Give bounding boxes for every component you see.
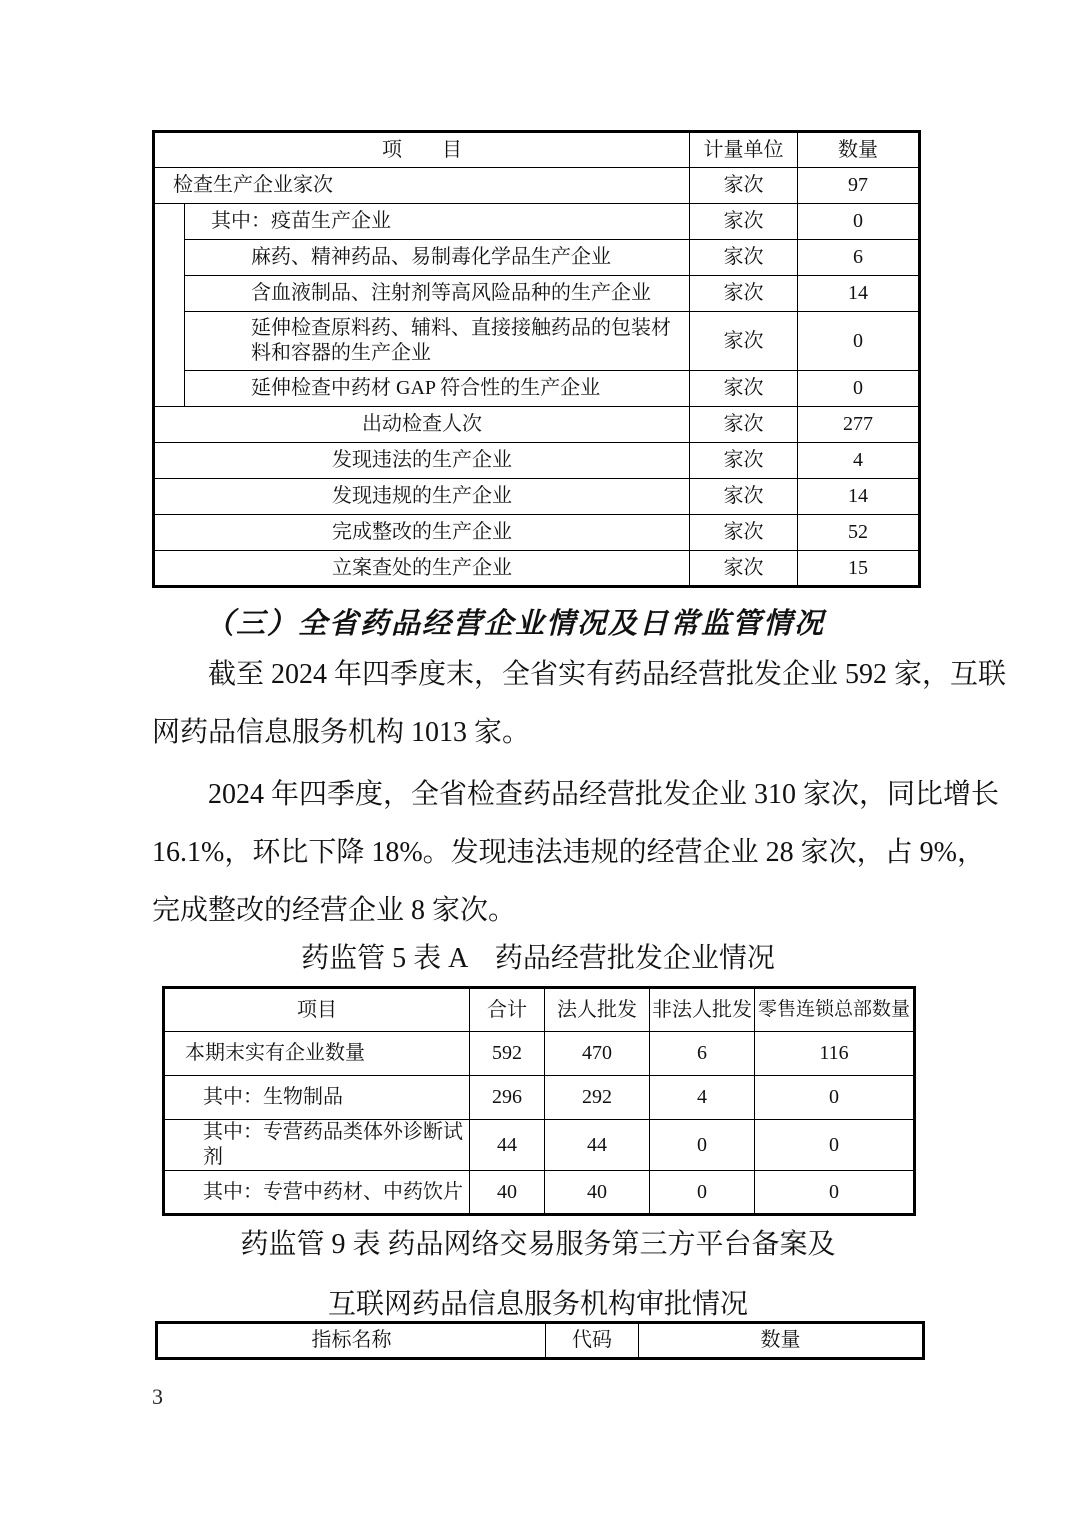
row-qty: 277 <box>798 407 920 443</box>
col-header-indicator: 指标名称 <box>157 1323 546 1359</box>
row-qty: 15 <box>798 551 920 587</box>
cell-retail: 0 <box>755 1120 915 1171</box>
row-label: 含血液制品、注射剂等高风险品种的生产企业 <box>185 276 690 312</box>
row-qty: 0 <box>798 371 920 407</box>
row-qty: 52 <box>798 515 920 551</box>
row-unit: 家次 <box>690 204 798 240</box>
table-row <box>154 551 920 587</box>
row-qty: 14 <box>798 479 920 515</box>
cell-nonlegal: 0 <box>650 1171 755 1215</box>
cell-retail: 0 <box>755 1171 915 1215</box>
table-row <box>164 1171 915 1215</box>
cell-total: 296 <box>470 1076 545 1120</box>
page-number: 3 <box>152 1384 163 1409</box>
wholesale-table <box>162 986 916 1216</box>
col-header-non-legal-wholesale: 非法人批发 <box>650 988 755 1032</box>
cell-retail: 0 <box>755 1076 915 1120</box>
table-row <box>154 312 920 371</box>
col-header-item: 项 目 <box>154 132 690 168</box>
row-label: 麻药、精神药品、易制毒化学品生产企业 <box>185 240 690 276</box>
table-header-row <box>154 132 920 168</box>
row-unit: 家次 <box>690 371 798 407</box>
table-b-caption-line2: 互联网药品信息服务机构审批情况 <box>327 1289 748 1320</box>
row-unit: 家次 <box>690 240 798 276</box>
col-header-code: 代码 <box>546 1323 639 1359</box>
table-row <box>164 1032 915 1076</box>
table-row <box>154 407 920 443</box>
col-header-quantity: 数量 <box>639 1323 924 1359</box>
table-row <box>154 168 920 204</box>
row-label: 发现违规的生产企业 <box>154 479 690 515</box>
table-row <box>154 515 920 551</box>
cell-retail: 116 <box>755 1032 915 1076</box>
table-row <box>164 1120 915 1171</box>
table-row <box>164 1076 915 1120</box>
table-row <box>154 240 920 276</box>
col-header-total: 合计 <box>470 988 545 1032</box>
row-qty: 14 <box>798 276 920 312</box>
row-unit: 家次 <box>690 407 798 443</box>
col-header-quantity: 数量 <box>798 132 920 168</box>
table-row <box>154 479 920 515</box>
paragraph-line: 16.1%，环比下降 18%。发现违法违规的经营企业 28 家次，占 9%， <box>152 837 985 868</box>
cell-legal: 44 <box>545 1120 650 1171</box>
row-qty: 0 <box>798 312 920 371</box>
row-label: 检查生产企业家次 <box>154 168 690 204</box>
paragraph-line: 网药品信息服务机构 1013 家。 <box>152 717 531 748</box>
row-label: 其中：专营中药材、中药饮片 <box>164 1171 470 1215</box>
cell-nonlegal: 0 <box>650 1120 755 1171</box>
row-label: 其中：生物制品 <box>164 1076 470 1120</box>
paragraph-line: 2024 年四季度，全省检查药品经营批发企业 310 家次，同比增长 <box>208 779 1000 810</box>
table-b-caption-line1: 药监管 9 表 药品网络交易服务第三方平台备案及 <box>240 1229 836 1260</box>
col-header-retail-chain-hq: 零售连锁总部数量 <box>755 988 915 1032</box>
row-unit: 家次 <box>690 515 798 551</box>
col-header-item: 项目 <box>164 988 470 1032</box>
cell-nonlegal: 6 <box>650 1032 755 1076</box>
row-unit: 家次 <box>690 276 798 312</box>
col-header-legal-wholesale: 法人批发 <box>545 988 650 1032</box>
paragraph-line: 截至 2024 年四季度末，全省实有药品经营批发企业 592 家，互联 <box>208 659 1007 690</box>
row-label: 本期末实有企业数量 <box>164 1032 470 1076</box>
row-label: 完成整改的生产企业 <box>154 515 690 551</box>
row-label: 发现违法的生产企业 <box>154 443 690 479</box>
row-qty: 4 <box>798 443 920 479</box>
table-row <box>154 276 920 312</box>
row-label: 出动检查人次 <box>154 407 690 443</box>
row-unit: 家次 <box>690 168 798 204</box>
section-heading: （三）全省药品经营企业情况及日常监管情况 <box>205 608 826 640</box>
cell-nonlegal: 4 <box>650 1076 755 1120</box>
indent-spacer-cell <box>154 204 185 407</box>
row-label: 延伸检查原料药、辅料、直接接触药品的包装材料和容器的生产企业 <box>185 312 690 371</box>
row-unit: 家次 <box>690 312 798 371</box>
row-qty: 6 <box>798 240 920 276</box>
table-a-caption: 药监管 5 表 A 药品经营批发企业情况 <box>301 943 775 974</box>
row-label: 其中：疫苗生产企业 <box>185 204 690 240</box>
platform-table <box>155 1321 925 1360</box>
cell-legal: 470 <box>545 1032 650 1076</box>
row-label: 立案查处的生产企业 <box>154 551 690 587</box>
row-unit: 家次 <box>690 443 798 479</box>
inspection-table <box>152 130 921 588</box>
cell-total: 592 <box>470 1032 545 1076</box>
cell-total: 44 <box>470 1120 545 1171</box>
table-header-row <box>164 988 915 1032</box>
cell-legal: 40 <box>545 1171 650 1215</box>
row-label: 其中：专营药品类体外诊断试剂 <box>164 1120 470 1171</box>
cell-total: 40 <box>470 1171 545 1215</box>
row-qty: 97 <box>798 168 920 204</box>
table-row <box>154 371 920 407</box>
row-unit: 家次 <box>690 479 798 515</box>
row-unit: 家次 <box>690 551 798 587</box>
paragraph-line: 完成整改的经营企业 8 家次。 <box>152 895 517 926</box>
table-header-row <box>157 1323 924 1359</box>
col-header-unit: 计量单位 <box>690 132 798 168</box>
row-label: 延伸检查中药材 GAP 符合性的生产企业 <box>185 371 690 407</box>
table-row <box>154 443 920 479</box>
cell-legal: 292 <box>545 1076 650 1120</box>
table-row <box>154 204 920 240</box>
row-qty: 0 <box>798 204 920 240</box>
